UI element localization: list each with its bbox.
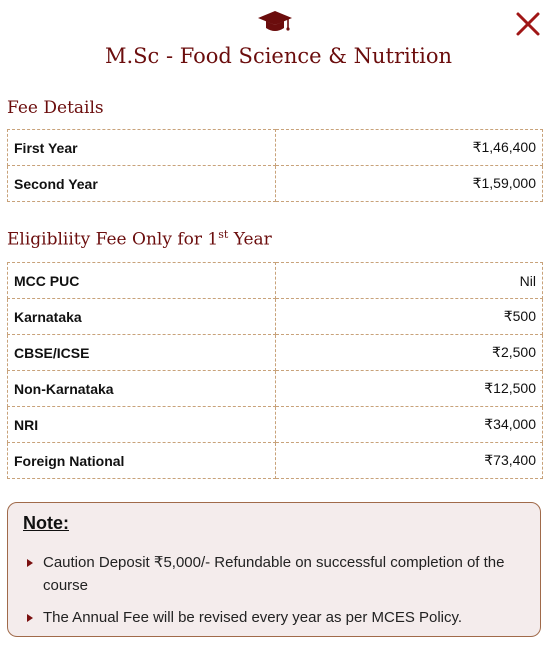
graduation-cap-icon	[257, 10, 293, 34]
triangle-bullet-icon	[27, 559, 33, 567]
row-label: MCC PUC	[8, 263, 276, 299]
table-row	[8, 130, 543, 166]
note-title: Note:	[23, 513, 69, 533]
table-row	[8, 299, 543, 335]
list-item	[23, 606, 523, 629]
table-row	[8, 407, 543, 443]
row-value: ₹500	[275, 299, 543, 335]
table-row	[8, 166, 543, 202]
row-label: First Year	[8, 130, 276, 166]
table-row	[8, 335, 543, 371]
table-row	[8, 443, 543, 479]
row-value: ₹1,59,000	[275, 166, 543, 202]
row-label: Karnataka	[8, 299, 276, 335]
row-value: Nil	[275, 263, 543, 299]
triangle-bullet-icon	[27, 614, 33, 622]
fee-details-table	[7, 129, 543, 202]
eligibility-table	[7, 262, 543, 479]
row-value: ₹2,500	[275, 335, 543, 371]
note-text: The Annual Fee will be revised every year as per MCES Policy.	[43, 609, 463, 626]
row-value: ₹12,500	[275, 371, 543, 407]
list-item	[23, 551, 523, 597]
row-value: ₹1,46,400	[275, 130, 543, 166]
table-row	[8, 263, 543, 299]
note-text: Caution Deposit ₹5,000/- Refundable on successful completion of the course	[43, 554, 505, 594]
eligibility-heading	[7, 228, 272, 250]
row-label: NRI	[8, 407, 276, 443]
table-row	[8, 371, 543, 407]
close-icon[interactable]	[512, 8, 544, 40]
note-list	[23, 551, 523, 638]
row-value: ₹34,000	[275, 407, 543, 443]
eligibility-heading-sup: st	[218, 228, 229, 241]
row-label: Foreign National	[8, 443, 276, 479]
row-label: Second Year	[8, 166, 276, 202]
row-label: Non-Karnataka	[8, 371, 276, 407]
row-value: ₹73,400	[275, 443, 543, 479]
fee-details-heading: Fee Details	[7, 98, 104, 118]
eligibility-heading-suffix: Year	[228, 229, 272, 250]
page-title: M.Sc - Food Science & Nutrition	[104, 44, 453, 68]
row-label: CBSE/ICSE	[8, 335, 276, 371]
eligibility-heading-prefix: Eligibliity Fee Only for 1	[7, 229, 219, 250]
note-box	[7, 502, 541, 637]
